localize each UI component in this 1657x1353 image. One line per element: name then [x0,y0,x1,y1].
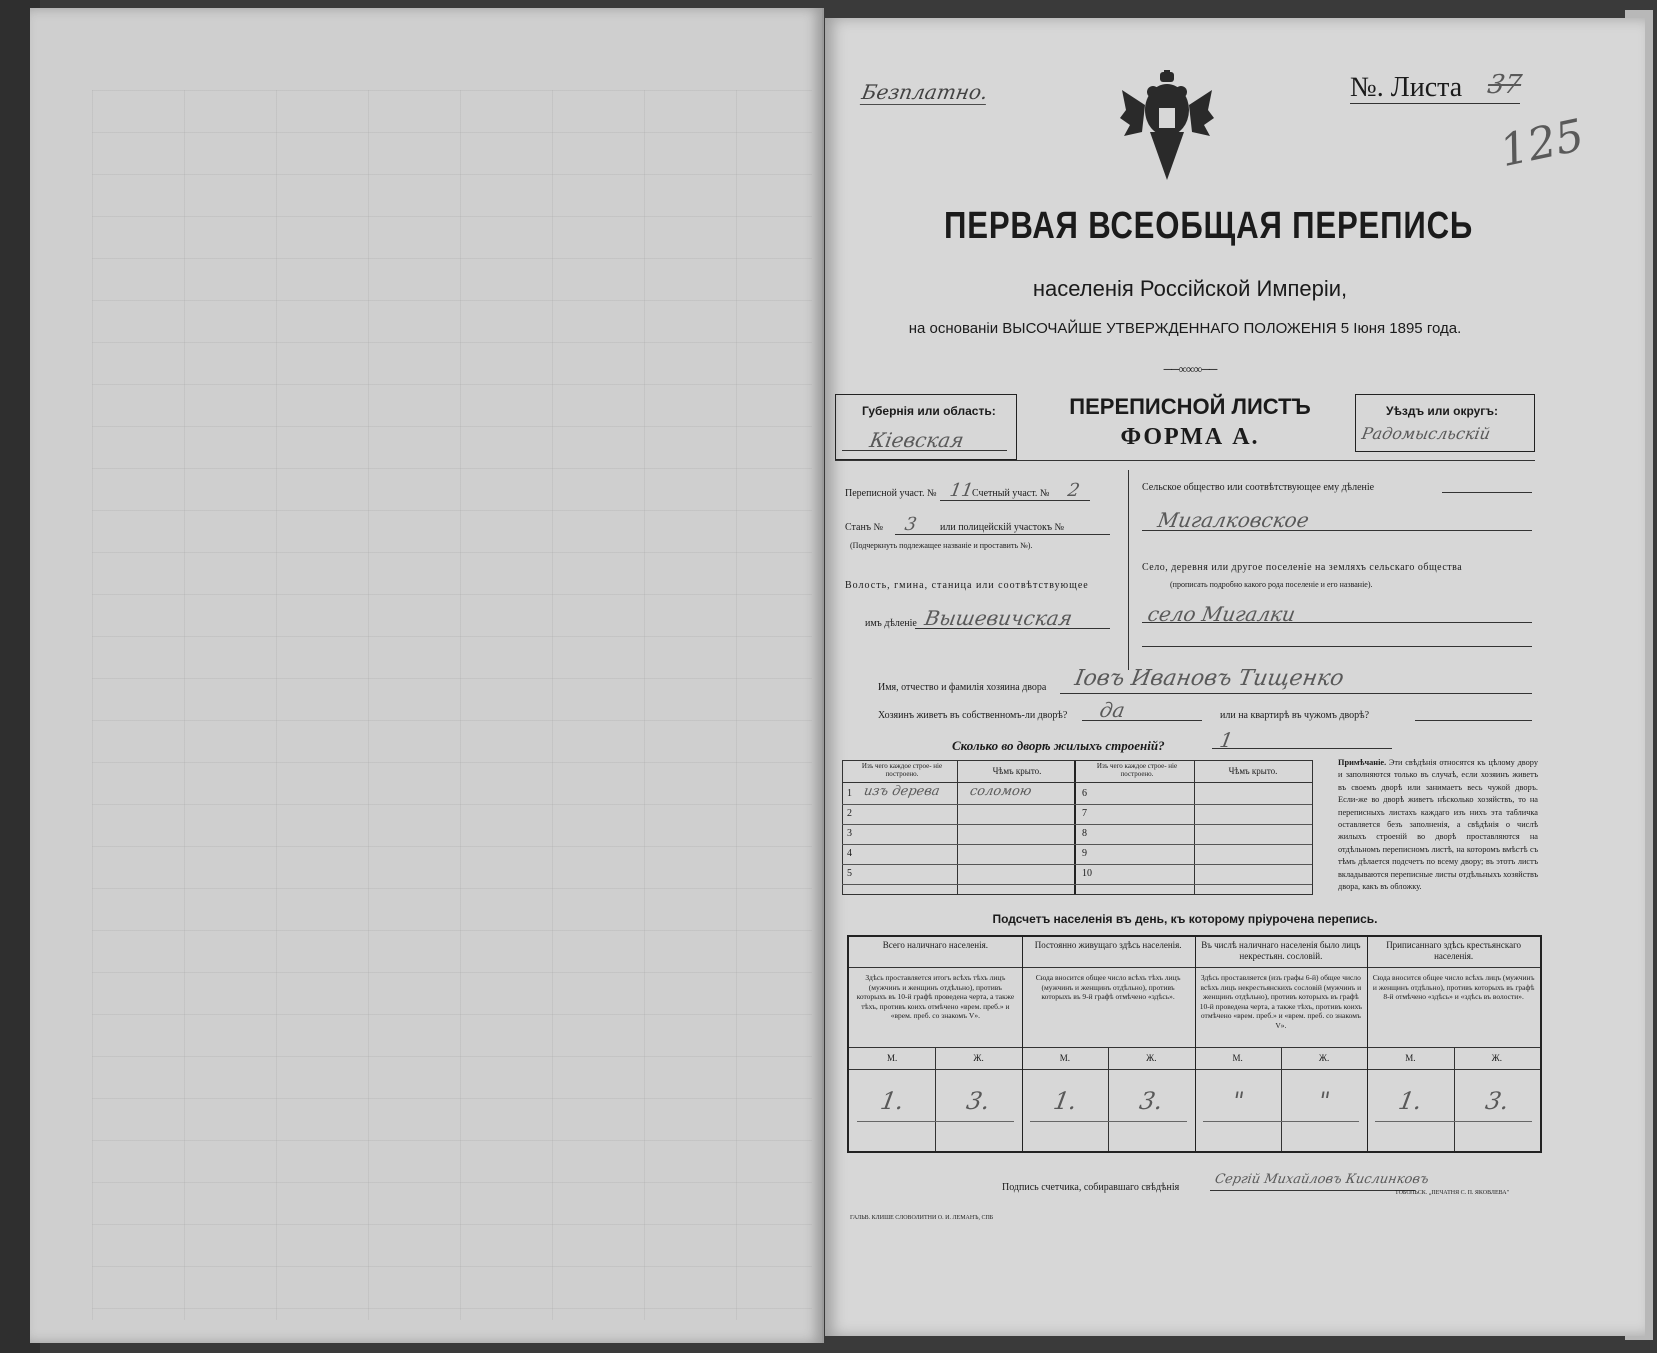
buildings-underline [1212,748,1392,749]
population-f-label: Ж. [1318,1053,1330,1063]
buildings-row-number: 2 [847,808,852,819]
buildings-table [842,760,1312,895]
society-value: Мигалковское [1155,508,1311,532]
note-label: Примѣчаніе. [1338,758,1387,767]
stan-value: 3 [903,514,919,535]
census-district-label: Переписной участ. № [845,488,937,499]
main-title: ПЕРВАЯ ВСЕОБЩАЯ ПЕРЕПИСЬ [944,205,1474,247]
header-rule [835,460,1535,461]
buildings-col-material-header-2: Изъ чего каждое строе- ніе построено. [1096,762,1178,778]
village-line-1 [1142,622,1532,623]
note-block [1338,757,1538,893]
buildings-col-material-header: Изъ чего каждое строе- ніе построено. [861,762,943,778]
counting-district-value: 2 [1066,480,1082,501]
buildings-col-roof-header: Чѣмъ крыто. [992,766,1042,776]
stan-underline [895,534,1110,535]
district-value: Радомысльскій [1360,424,1492,443]
population-heading: Подсчетъ населенія въ день, къ которому пріурочена перепись. [992,912,1378,926]
population-m-value: 1. [1051,1087,1079,1115]
owner-underline [1060,693,1532,694]
sheet-number-label: №. Листа [1350,72,1463,103]
own-yard-label: Хозяинъ живетъ въ собственномъ-ли дворѣ? [878,710,1068,721]
district-label: Уѣздъ или округъ: [1386,404,1499,418]
sheet-number-underline [1350,103,1520,104]
buildings-row-number: 6 [1082,788,1087,799]
volost-underline [915,628,1110,629]
buildings-row-line [842,844,1312,845]
village-note: (прописать подробно какого рода поселеніе и его названіе). [1170,580,1373,589]
population-col-desc: Здѣсь проставляется итогъ всѣхъ тѣхъ лицъ (мужчинъ и женщинъ отдѣльно), противъ которыхъ въ 10-й графѣ проведена черта, а также тѣхъ, противъ коихъ отмѣчено «врем. преб.» и «врем. преб. со знакомъ V». [856,973,1015,1020]
rented-underline [1415,720,1532,721]
population-col-divider [1367,937,1368,1151]
own-yard-value: да [1097,698,1127,722]
buildings-row-roof: соломою [968,784,1033,799]
buildings-value: 1 [1217,728,1235,752]
population-f-label: Ж. [973,1053,984,1063]
population-f-value: 3. [964,1087,993,1115]
population-value-underline [1375,1121,1532,1122]
population-col-desc: Сюда вносится общее число всѣхъ лицъ (мужчинъ и женщинъ отдѣльно), противъ которыхъ въ графѣ 8-й отмѣчено «здѣсь» и «здѣсь въ волости». [1372,973,1535,1001]
population-m-label: М. [887,1053,898,1063]
police-label: или полицейскій участокъ № [940,522,1065,533]
society-line-1 [1442,492,1532,493]
population-value-underline [857,1121,1014,1122]
census-underline [940,500,1090,501]
ornament-divider: ──∞∞∞── [1163,362,1217,376]
buildings-row-line [842,884,1312,885]
district-box [1355,394,1535,452]
buildings-label: Сколько во дворѣ жилыхъ строеній? [952,738,1165,753]
owner-value: Іовъ Ивановъ Тищенко [1072,666,1346,691]
population-m-value: " [1229,1087,1246,1115]
village-line-2 [1142,646,1532,647]
sheet-number-value: 37 [1485,70,1524,100]
printer-left: ГАЛЬВ. КЛИШЕ СЛОВОЛИТНИ О. И. ЛЕМАНЪ, СПБ [850,1215,994,1221]
buildings-row-number: 10 [1082,868,1092,879]
population-m-label: М. [1059,1053,1071,1063]
buildings-row-number: 7 [1082,808,1087,819]
field-divider [1128,470,1129,670]
population-m-label: М. [1405,1053,1416,1063]
society-label: Сельское общество или соотвѣтствующее ему дѣленіе [1142,482,1375,493]
counting-district-label: Счетный участ. № [972,488,1050,499]
buildings-row-number: 9 [1082,848,1087,859]
signature-label: Подпись счетчика, собиравшаго свѣдѣнія [1002,1182,1180,1193]
owner-label: Имя, отчество и фамилія хозяина двора [878,682,1047,693]
population-value-underline [1030,1121,1187,1122]
buildings-row-number: 1 [847,788,852,799]
own-yard-underline [1082,720,1202,721]
population-table [847,935,1542,1153]
imperial-eagle-emblem [1120,70,1214,190]
left-page-grid [92,90,812,1320]
census-district-value: 11 [948,480,975,501]
population-m-value: 1. [878,1087,907,1115]
sheet-title: ПЕРЕПИСНОЙ ЛИСТЪ [1069,394,1311,419]
signature-value: Сергій Михайловъ Кислинковъ [1213,1172,1430,1187]
population-value-underline [1203,1121,1360,1122]
buildings-row-line [842,864,1312,865]
rented-label: или на квартирѣ въ чужомъ дворѣ? [1220,710,1370,721]
sub-title: населенія Россійской Имперіи, [1032,276,1348,301]
buildings-row-line [842,824,1312,825]
population-m-value: 1. [1396,1087,1425,1115]
buildings-row-number: 3 [847,828,852,839]
printer-right: ТОБОЛЬСК. „ПЕЧАТНЯ С. П. ЯКОВЛЕВА" [1395,1190,1510,1196]
buildings-row-number: 5 [847,868,852,879]
volost-label: Волость, гмина, станица или соотвѣтствующее [845,580,1089,591]
population-col-desc: Здѣсь проставляется (изъ графы 6-й) общее число всѣхъ лицъ некрестьянскихъ сословій (мужчинъ и женщинъ отдѣльно), противъ которыхъ въ графѣ 10-й проведена черта, а также тѣхъ, противъ коихъ отмѣчено «врем. преб.» и «врем. преб. со знакомъ V». [1199,973,1362,1030]
population-col-title: Въ числѣ наличнаго населенія было лицъ некрестьян. сословій. [1201,940,1361,961]
population-col-divider [1022,937,1023,1151]
volost-label-2: имъ дѣленіе [865,618,917,629]
province-value: Кіевская [867,428,966,452]
village-label: Село, деревня или другое поселеніе на земляхъ сельскаго общества [1142,562,1463,573]
population-f-label: Ж. [1146,1053,1157,1063]
population-col-divider [1195,937,1196,1151]
buildings-row-number: 4 [847,848,852,859]
village-value: село Мигалки [1145,602,1298,626]
population-col-title: Приписаннаго здѣсь крестьянскаго населенія. [1386,940,1522,961]
society-line-2 [1142,530,1532,531]
buildings-row-number: 8 [1082,828,1087,839]
buildings-col-roof-header-2: Чѣмъ крыто. [1228,766,1278,776]
stan-note: (Подчеркнуть подлежащее названіе и проставить №). [850,541,1033,550]
population-f-value: 3. [1482,1087,1511,1115]
volost-value: Вышевичская [922,606,1075,630]
population-f-value: " [1316,1087,1333,1115]
province-underline [842,450,1007,451]
buildings-row-material: изъ дерева [862,784,941,799]
population-col-title: Постоянно живущаго здѣсь населенія. [1034,940,1182,950]
population-col-desc: Сюда вносится общее число всѣхъ тѣхъ лицъ (мужчинъ и женщинъ отдѣльно), противъ которыхъ въ 9-й графѣ отмѣчено «здѣсь». [1035,973,1181,1001]
archive-number: 125 [1495,109,1589,178]
buildings-row-line [842,804,1312,805]
free-label: Безплатно. [859,80,990,104]
province-label: Губернія или область: [862,404,996,418]
stan-label: Станъ № [845,522,884,533]
note-text: Эти свѣдѣнія относятся къ цѣлому двору и заполняются только въ случаѣ, если хозяинъ живетъ въ своемъ дворѣ или занимаетъ весь чужой дворъ. Если-же во дворѣ живетъ нѣсколько хозяйствъ, то на переписныхъ листахъ каждаго изъ нихъ эта табличка оставляется безъ заполненія, а свѣдѣнія о числѣ жилыхъ строеній во дворѣ проставляются на отдѣльномъ переписномъ листѣ, на которомъ вмѣстѣ съ тѣмъ дѣлается подсчетъ по всему двору; въ этотъ листъ вкладываются переписные листы отдѣльныхъ хозяйствъ двора, какъ въ обложку. [1338,758,1538,892]
population-f-value: 3. [1137,1087,1166,1115]
population-col-title: Всего наличнаго населенія. [882,940,988,950]
signature-underline [1210,1190,1415,1191]
basis-line: на основаніи ВЫСОЧАЙШЕ УТВЕРЖДЕННАГО ПОЛОЖЕНІЯ 5 Іюня 1895 года. [908,320,1462,337]
form-title: ФОРМА А. [1120,424,1260,450]
population-f-label: Ж. [1491,1053,1502,1063]
population-m-label: М. [1232,1053,1243,1063]
